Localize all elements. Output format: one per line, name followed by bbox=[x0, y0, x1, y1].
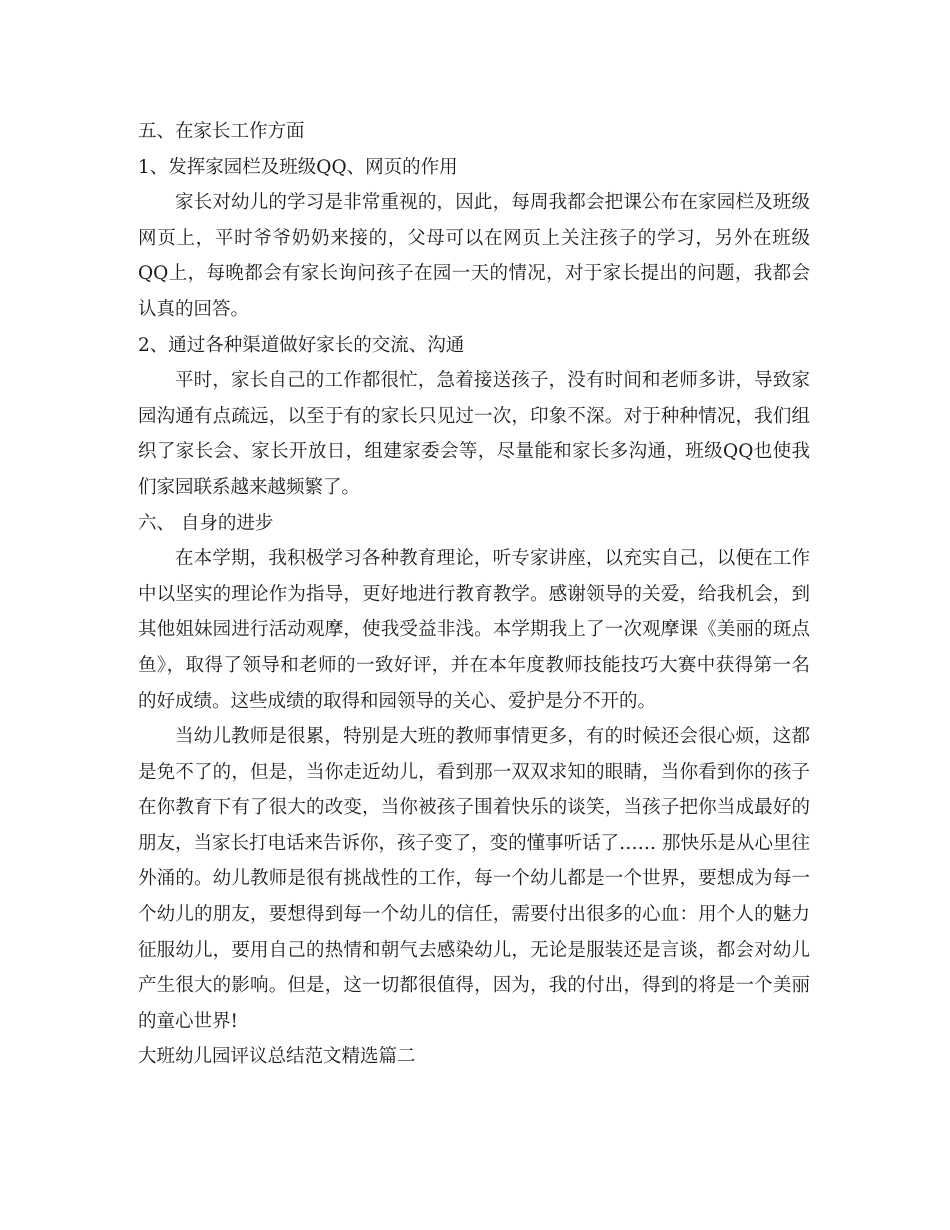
paragraph-6-1: 在本学期，我积极学习各种教育理论，听专家讲座，以充实自己，以便在工作中以坚实的理论作为指导，更好地进行教育教学。感谢领导的关爱，给我机会，到其他姐妹园进行活动观摩，使我受益非浅。本学期我上了一次观摩课《美丽的斑点鱼》，取得了领导和老师的一致好评，并在本年度教师技能技巧大赛中获得第一名的好成绩。这些成绩的取得和园领导的关心、爱护是分不开的。 bbox=[138, 548, 810, 712]
document-body bbox=[138, 114, 810, 1075]
subsection-heading-5-2: 2、通过各种渠道做好家长的交流、沟通 bbox=[138, 334, 465, 356]
section-heading-5: 五、在家长工作方面 bbox=[138, 121, 305, 142]
subsection-heading-5-1: 1、发挥家园栏及班级QQ、网页的作用 bbox=[138, 156, 458, 178]
next-article-title: 大班幼儿园评议总结范文精选篇二 bbox=[138, 1046, 416, 1068]
section-heading-6: 六、 自身的进步 bbox=[138, 512, 274, 534]
paragraph-5-2: 平时，家长自己的工作都很忙，急着接送孩子，没有时间和老师多讲，导致家园沟通有点疏远，以至于有的家长只见过一次，印象不深。对于种种情况，我们组织了家长会、家长开放日，组建家委会等，尽量能和家长多沟通，班级QQ也使我们家园联系越来越频繁了。 bbox=[138, 370, 810, 498]
paragraph-6-2: 当幼儿教师是很累，特别是大班的教师事情更多，有的时候还会很心烦，这都是免不了的，但是，当你走近幼儿，看到那一双双求知的眼睛，当你看到你的孩子在你教育下有了很大的改变，当你被孩子围着快乐的谈笑，当孩子把你当成最好的朋友，当家长打电话来告诉你，孩子变了，变的懂事听话了…… 那快乐是从心里往外涌的。幼儿教师是很有挑战性的工作，每一个幼儿都是一个世界，要想成为每一个幼儿的朋友，要想得到每一个幼儿的信任，需要付出很多的心血：用个人的魅力征服幼儿，要用自己的热情和朝气去感染幼儿，无论是服装还是言谈，都会对幼儿产生很大的影响。但是，这一切都很值得，因为，我的付出，得到的将是一个美丽的童心世界! bbox=[138, 726, 810, 1032]
paragraph-5-1: 家长对幼儿的学习是非常重视的，因此，每周我都会把课公布在家园栏及班级网页上，平时爷爷奶奶来接的，父母可以在网页上关注孩子的学习，另外在班级QQ上，每晚都会有家长询问孩子在园一天的情况，对于家长提出的问题，我都会认真的回答。 bbox=[138, 192, 810, 320]
